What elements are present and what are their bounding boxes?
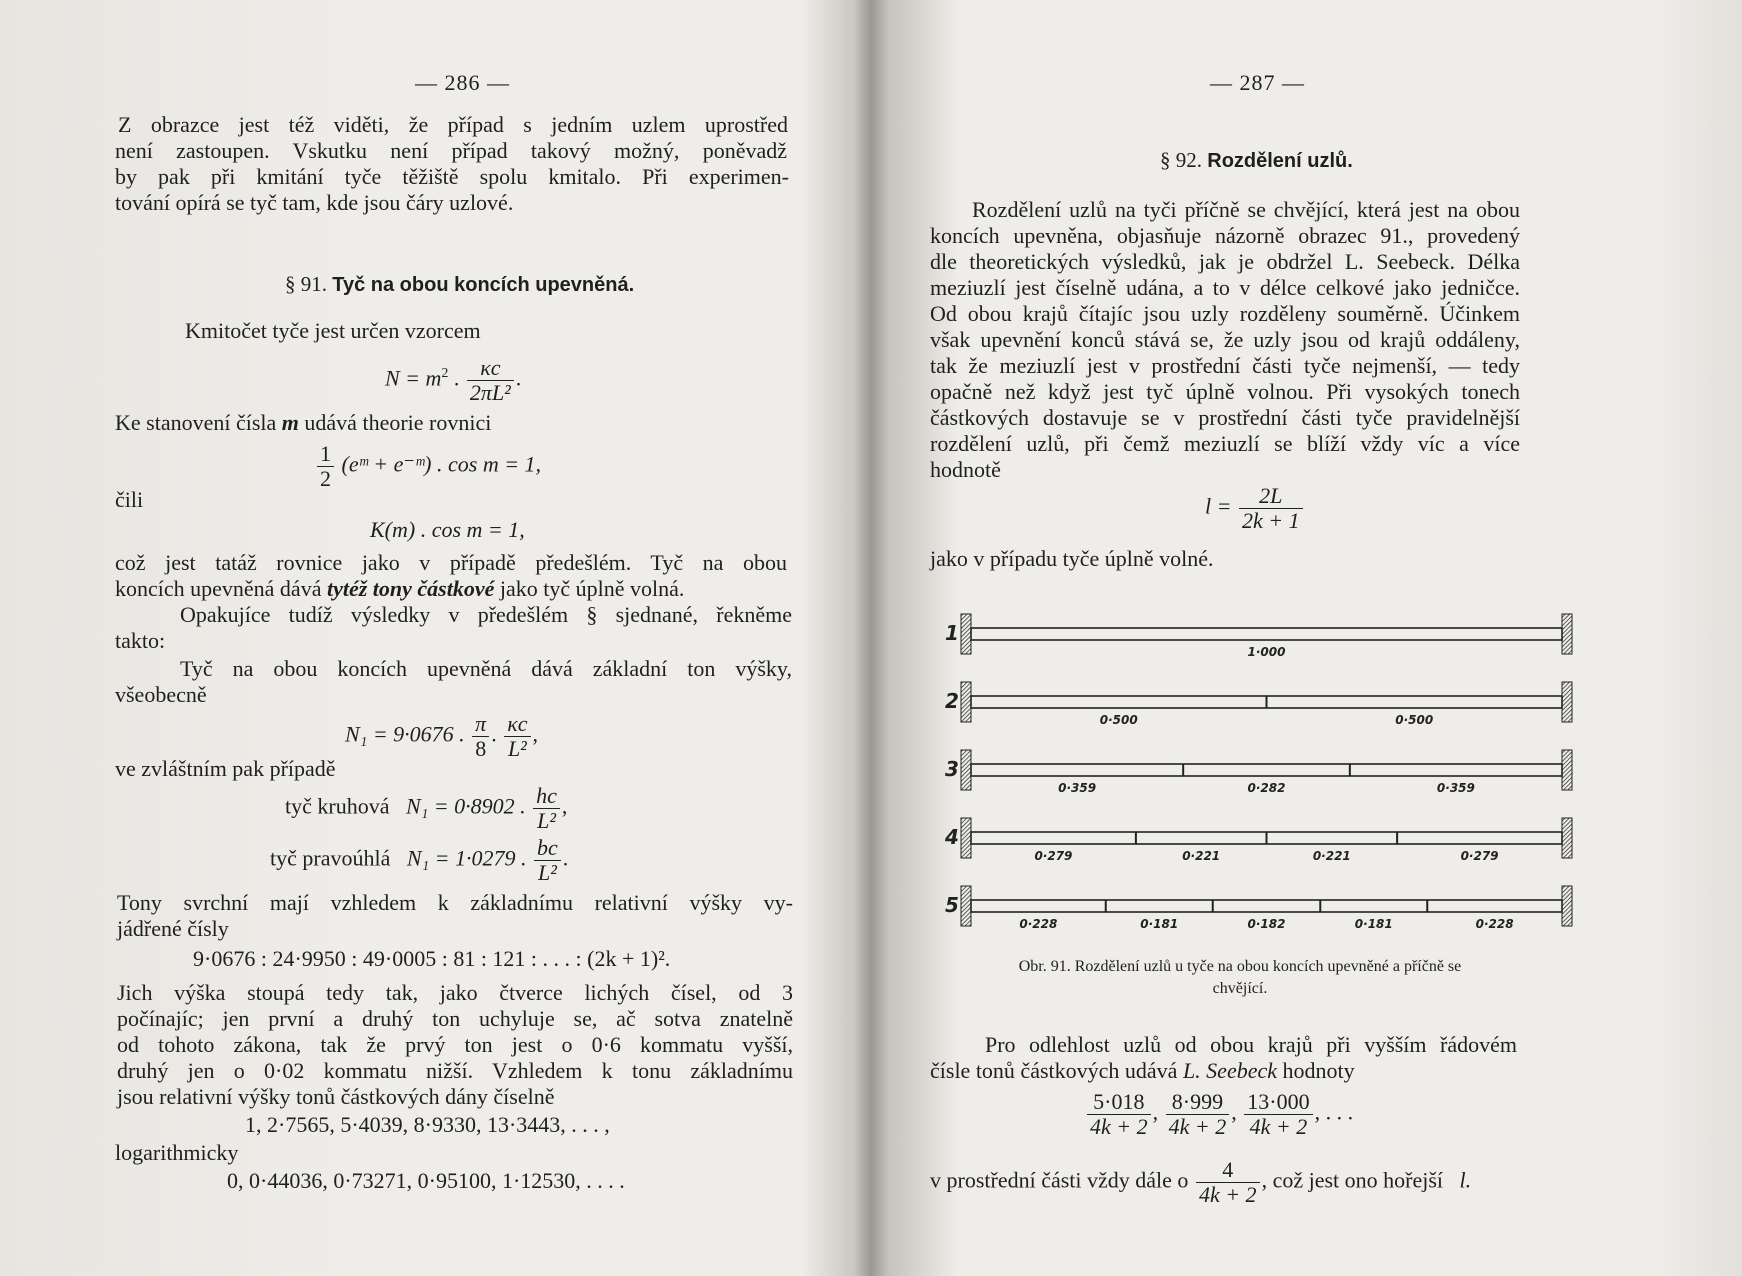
para1-line-3: dle theoretických výsledků, jak je obdržel L. Seebeck. Délka	[930, 249, 1520, 274]
section-heading-92	[1160, 148, 1353, 173]
intro-line-2: není zastoupen. Vskutku není případ takový možný, poněvadž	[115, 138, 787, 163]
figure-segment-label: 0·221	[1312, 849, 1351, 863]
kmitocet-text: Kmitočet tyče jest určen vzorcem	[185, 318, 481, 343]
figure-clamp-left	[961, 750, 971, 790]
para2-line-2: koncích upevněná dává tytéž tony částkové jako tyč úplně volná.	[115, 576, 685, 601]
para5-line-2: počínajíc; jen první a druhý ton uchyluje se, ač sotva znatelně	[117, 1006, 793, 1031]
page-number-286: — 286 —	[415, 70, 510, 95]
formula-rectangular: tyč pravoúhlá N₁ = 1·0279 . $\frac{bc}{\text{L²}}$ .	[270, 835, 569, 885]
values-relative: 1, 2·7565, 5·4039, 8·9330, 13·3443, . . . ,	[245, 1112, 610, 1137]
para1-line-8: opačně než když jest tyč úplně volnou. Při vysokých tonech	[930, 379, 1520, 404]
intro-line-1: Z obrazce jest též viděti, že případ s jedním uzlem uprostřed	[118, 112, 788, 137]
section-title: Rozdělení uzlů.	[1207, 150, 1353, 172]
figure-row-label-5: 5	[945, 893, 959, 917]
figure-segment-label: 0·181	[1140, 917, 1179, 931]
figure-bar-5	[971, 900, 1562, 912]
logarithmicky-text: logarithmicky	[115, 1140, 239, 1165]
left-page	[115, 0, 793, 1276]
figure-clamp-right	[1562, 614, 1572, 654]
figure-clamp-left	[961, 818, 971, 858]
figure-bar-3	[971, 764, 1562, 776]
para3-line-2: takto:	[115, 628, 166, 653]
figure-clamp-right	[1562, 886, 1572, 926]
figure-clamp-left	[961, 682, 971, 722]
section-number: § 92.	[1160, 148, 1202, 172]
formula-base-tone: N₁ = 9·0676 . $\frac{\pi}{8}$ . $\frac{\kappa c}{\text{L²}}$ ,	[345, 711, 539, 761]
figure-segment-label: 0·228	[1019, 917, 1058, 931]
para3-line-1: Opakujíce tudíž výsledky v předešlém § sjednané, řekněme	[180, 602, 792, 627]
formula-internode: l = $\frac{2L}{2k + 1}$	[1205, 484, 1305, 533]
figure-row-label-3: 3	[945, 757, 959, 781]
para1-line-10: rozdělení uzlů, při čemž meziuzlí se blíží vždy víc a více	[930, 431, 1520, 456]
section-number: § 91.	[285, 272, 327, 296]
figure-bar-1	[971, 628, 1562, 640]
caption-line-1: Obr. 91. Rozdělení uzlů u tyče na obou koncích upevněné a příčně se	[1018, 958, 1462, 975]
tony-line-1: Tony svrchní mají vzhledem k základnímu relativní výšky vy-	[117, 890, 793, 915]
cili-text: čili	[115, 487, 144, 512]
ve-zvlastnim-text: ve zvláštním pak případě	[115, 756, 336, 781]
figure-segment-label: 0·359	[1436, 781, 1475, 795]
hodnote-text: hodnotě	[930, 457, 1001, 482]
figure-segment-label: 0·279	[1460, 849, 1499, 863]
para5-line-1: Jich výška stoupá tedy tak, jako čtverce lichých čísel, od 3	[117, 980, 793, 1005]
figure-segment-label: 0·500	[1099, 713, 1138, 727]
para2-line-2: čísle tonů částkových udává L. Seebeck hodnoty	[930, 1058, 1355, 1083]
para1-line-5: Od obou krajů čítajíc jsou uzly rozděleny souměrně. Účinkem	[930, 301, 1520, 326]
figure-clamp-left	[961, 886, 971, 926]
final-line: v prostřední části vždy dále o $\frac{4}{4k + 2}$ , což jest ono hořejší l.	[930, 1157, 1472, 1207]
jako-text: jako v případu tyče úplně volné.	[930, 546, 1214, 571]
section-heading-91	[285, 272, 634, 297]
para2-line-1: což jest tatáž rovnice jako v případě předešlém. Tyč na obou	[115, 550, 787, 575]
figure-caption	[930, 956, 1550, 1000]
para1-line-7: tak že meziuzlí jest v prostřední části tyče nejmenší, — tedy	[930, 353, 1520, 378]
para1-line-4: meziuzlí jest číselně udána, a to v délce celkové jako jedničce.	[930, 275, 1520, 300]
formula-k-equation: K(m) . cos m = 1,	[370, 517, 525, 542]
seebeck-fractions: $\frac{5\cdot 018}{4k + 2}$ , $\frac{8\cdot 999}{4k + 2}$ , $\frac{13\cdot 000}{4k + 2}$ , . . .	[1085, 1090, 1353, 1139]
para5-line-3: od tohoto zákona, tak že prvý ton jest o 0·6 kommatu vyšší,	[117, 1032, 793, 1057]
para2-line-1: Pro odlehlost uzlů od obou krajů při vyšším řádovém	[985, 1032, 1517, 1057]
para1-line-6: však upevnění konců stává se, že uzly jsou od krajů oddáleny,	[930, 327, 1520, 352]
figure-segment-label: 0·279	[1034, 849, 1073, 863]
figure-segment-label: 0·359	[1058, 781, 1097, 795]
para4-line-1: Tyč na obou koncích upevněná dává základní ton výšky,	[180, 656, 792, 681]
figure-91-node-distribution	[945, 606, 1595, 956]
intro-line-3: by pak při kmitání tyče těžiště spolu kmitalo. Při experimen-	[115, 164, 789, 189]
caption-line-2: chvějící.	[1212, 980, 1268, 997]
figure-clamp-left	[961, 614, 971, 654]
intro-line-4: tování opírá se tyč tam, kde jsou čáry uzlové.	[115, 190, 514, 215]
formula-circular: tyč kruhová N₁ = 0·8902 . $\frac{hc}{\text{L²}}$ ,	[285, 783, 568, 833]
para1-line-9: částkových dostavuje se v prostřední části tyče pravidelnější	[930, 405, 1520, 430]
figure-row-label-4: 4	[945, 825, 959, 849]
section-title: Tyč na obou koncích upevněná.	[332, 274, 635, 296]
figure-row-label-2: 2	[945, 689, 959, 713]
figure-segment-label: 0·228	[1475, 917, 1514, 931]
values-log: 0, 0·44036, 0·73271, 0·95100, 1·12530, . . . .	[227, 1168, 625, 1193]
figure-segment-label: 1·000	[1247, 645, 1286, 659]
ratio-sequence: 9·0676 : 24·9950 : 49·0005 : 81 : 121 : . . . : (2k + 1)².	[193, 946, 671, 971]
figure-row-label-1: 1	[945, 621, 959, 645]
figure-segment-label: 0·282	[1247, 781, 1286, 795]
tony-line-2: jádřené čísly	[117, 916, 229, 941]
para1-line-2: koncích upevněna, objasňuje názorně obrazec 91., provedený	[930, 223, 1520, 248]
figure-segment-label: 0·181	[1354, 917, 1393, 931]
page-number-287: — 287 —	[1210, 70, 1305, 95]
figure-segment-label: 0·182	[1247, 917, 1286, 931]
figure-segment-label: 0·500	[1395, 713, 1434, 727]
para5-line-4: druhý jen o 0·02 kommatu nižší. Vzhledem k tonu základnímu	[117, 1058, 793, 1083]
ke-stanoveni-text: Ke stanovení čísla m udává theorie rovnici	[115, 410, 492, 435]
formula-frequency: $N = m^2$ . $\frac{\kappa c}{\text{2πL²}}$ .	[385, 355, 522, 405]
figure-segment-label: 0·221	[1182, 849, 1221, 863]
figure-clamp-right	[1562, 750, 1572, 790]
para4-line-2: všeobecně	[115, 682, 207, 707]
formula-equation: $\frac{1}{2}$ (eᵐ + e⁻ᵐ) . cos m = 1,	[315, 442, 541, 491]
figure-clamp-right	[1562, 818, 1572, 858]
para1-line-1: Rozdělení uzlů na tyči příčně se chvějící, která jest na obou	[972, 197, 1520, 222]
para5-line-5: jsou relativní výšky tonů částkových dány číselně	[117, 1084, 555, 1109]
figure-clamp-right	[1562, 682, 1572, 722]
